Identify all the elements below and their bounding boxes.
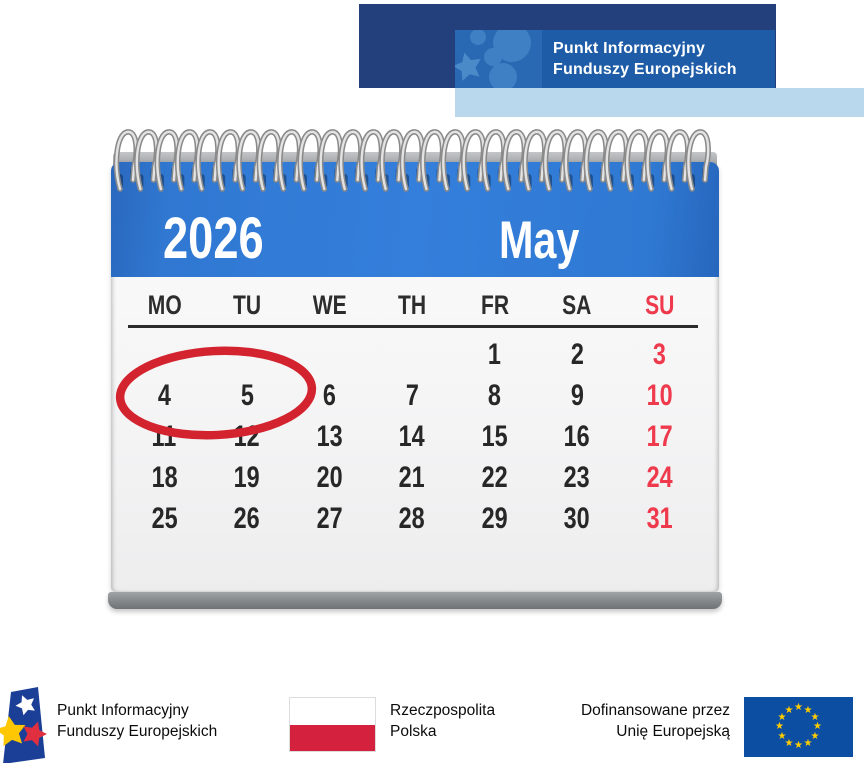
date-cell: 27 <box>316 501 343 535</box>
date-cell: 21 <box>398 460 426 494</box>
date-cell: 12 <box>233 419 260 453</box>
fe-caption-line2: Funduszy Europejskich <box>57 723 218 740</box>
eu-star-icon: ★ <box>775 721 784 732</box>
date-cell: 14 <box>398 419 426 453</box>
date-cell: 1 <box>488 337 502 371</box>
date-cell: 8 <box>488 378 502 412</box>
date-cell: 28 <box>398 501 426 535</box>
fe-decor-svg <box>455 30 542 88</box>
date-cell: 6 <box>322 378 336 412</box>
date-cell: 17 <box>646 419 673 453</box>
weekday-row <box>123 289 701 321</box>
fe-flag-logo-icon <box>0 686 52 763</box>
date-cell: 11 <box>151 419 177 453</box>
date-cell: 19 <box>233 460 260 494</box>
eu-star-icon: ★ <box>810 730 820 742</box>
desk-calendar <box>108 125 722 617</box>
date-cell: 9 <box>570 378 584 412</box>
calendar-year: 2026 <box>163 206 264 271</box>
date-cell-circled: 4 <box>157 378 171 412</box>
date-cell: 20 <box>316 460 343 494</box>
date-cell-circled: 5 <box>240 378 254 412</box>
calendar-base <box>108 592 722 609</box>
footer-logos <box>0 680 864 763</box>
weekday-su: SU <box>645 289 675 320</box>
date-cell: 16 <box>564 419 591 453</box>
divider-line <box>128 325 698 328</box>
header-title-line1: Punkt Informacyjny <box>553 40 706 57</box>
eu-caption-line1: Dofinansowane przez <box>580 702 730 719</box>
date-cell: 13 <box>316 419 343 453</box>
eu-caption-line2: Unię Europejską <box>616 723 730 740</box>
eu-star-icon: ★ <box>794 702 803 713</box>
eu-caption <box>490 700 730 742</box>
date-cell <box>123 334 206 375</box>
poland-caption <box>390 700 495 742</box>
date-cell <box>288 334 371 375</box>
date-cell: 15 <box>481 419 508 453</box>
header-title <box>542 30 775 88</box>
header-lightblue-band <box>455 88 864 117</box>
date-cell: 25 <box>151 501 178 535</box>
date-cell <box>371 334 454 375</box>
weekday-we: WE <box>312 289 347 320</box>
date-cell <box>206 334 289 375</box>
calendar-month: May <box>499 211 580 270</box>
poland-flag-red <box>290 725 375 752</box>
header-title-line2: Funduszy Europejskich <box>553 61 737 78</box>
eu-star-icon: ★ <box>810 711 820 723</box>
eu-star-icon: ★ <box>794 740 803 751</box>
eu-star-icon: ★ <box>777 711 787 723</box>
calendar-page <box>111 162 719 592</box>
fe-logo-caption <box>57 700 217 742</box>
poland-flag-icon <box>290 698 375 751</box>
spiral-binding <box>108 125 722 197</box>
date-cell: 23 <box>564 460 591 494</box>
date-cell: 10 <box>646 378 673 412</box>
eu-star-icon: ★ <box>777 730 787 742</box>
weekday-tu: TU <box>232 289 261 320</box>
date-cell: 2 <box>570 337 584 371</box>
weekday-fr: FR <box>480 289 509 320</box>
date-cell: 30 <box>564 501 591 535</box>
date-cell: 26 <box>233 501 260 535</box>
fe-caption-line1: Punkt Informacyjny <box>57 702 189 719</box>
date-cell: 22 <box>481 460 508 494</box>
weekday-mo: MO <box>147 289 182 320</box>
date-cell: 3 <box>653 337 667 371</box>
header-banner <box>455 30 775 88</box>
weekday-sa: SA <box>562 289 592 320</box>
date-cell: 7 <box>405 378 419 412</box>
poland-caption-line1: Rzeczpospolita <box>390 702 496 719</box>
eu-star-icon: ★ <box>784 737 794 749</box>
eu-star-icon: ★ <box>784 704 794 716</box>
poland-caption-line2: Polska <box>390 723 437 740</box>
date-cell: 24 <box>646 460 673 494</box>
dates-grid <box>123 334 701 539</box>
eu-flag-icon <box>744 697 853 757</box>
date-cell: 31 <box>646 501 673 535</box>
eu-star-icon: ★ <box>813 721 822 732</box>
date-cell: 18 <box>151 460 178 494</box>
poland-flag-white <box>290 698 375 725</box>
eu-star-icon: ★ <box>803 704 813 716</box>
eu-star-icon: ★ <box>803 737 813 749</box>
weekday-th: TH <box>397 289 427 320</box>
fe-stars-decoration-icon <box>455 30 542 88</box>
date-cell: 29 <box>481 501 508 535</box>
